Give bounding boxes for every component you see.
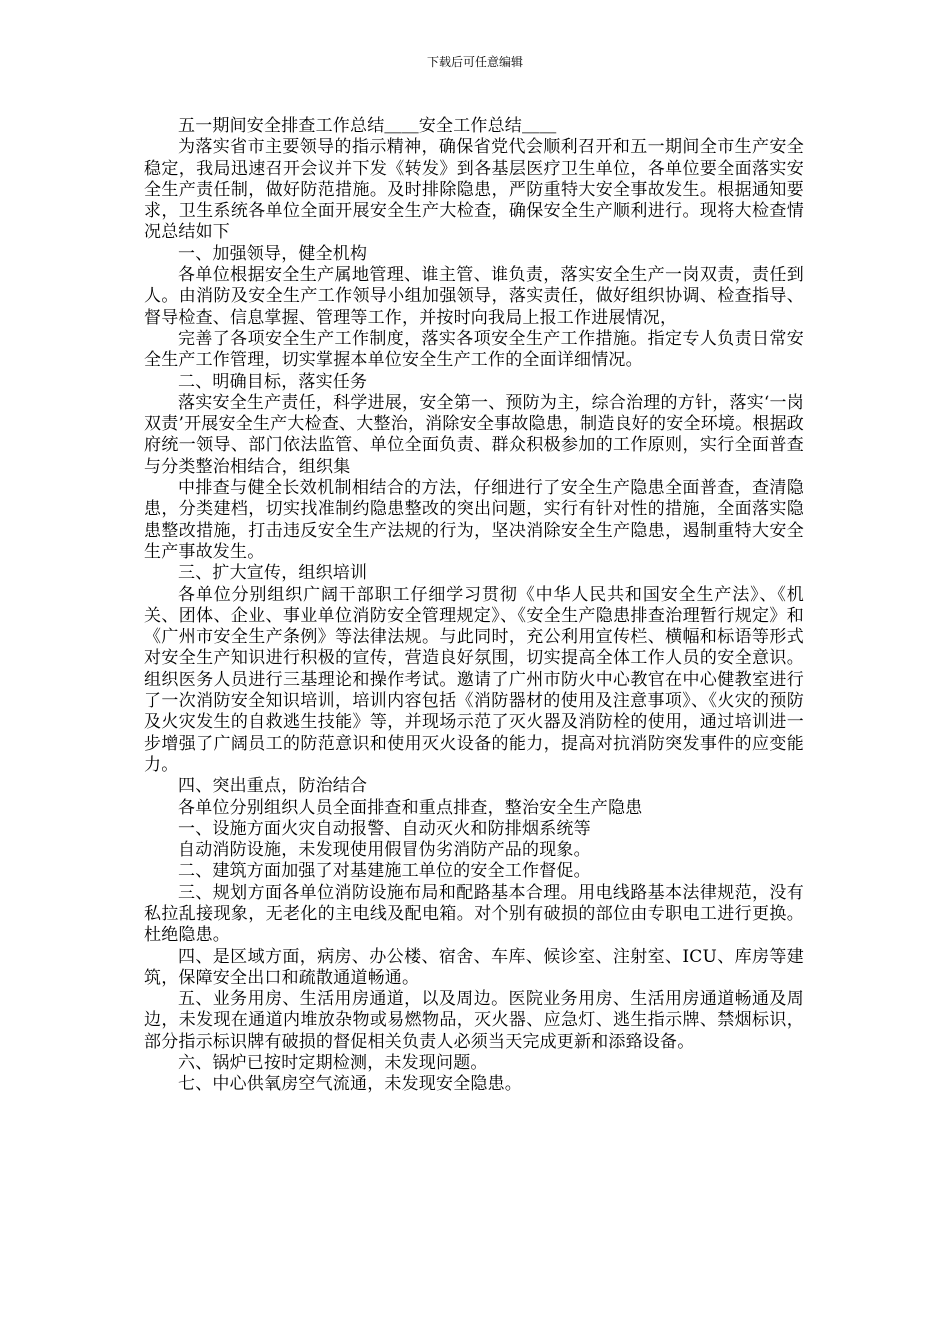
paragraph: 为落实省市主要领导的指示精神，确保省党代会顺利召开和五一期间全市生产安全稳定，我局迅速召开会议并下发《转发》到各基层医疗卫生单位，各单位要全面落实安全生产责任制，做好防范措施。及时排除隐患，严防重特大安全事故发生。根据通知要求，卫生系统各单位全面开展安全生产大检查，确保安全生产顺利进行。现将大检查情况总结如下 <box>144 137 804 243</box>
paragraph: 完善了各项安全生产工作制度，落实各项安全生产工作措施。指定专人负责日常安全生产工作管理，切实掌握本单位安全生产工作的全面详细情况。 <box>144 328 804 371</box>
paragraph: 各单位根据安全生产属地管理、谁主管、谁负责，落实安全生产一岗双责，责任到人。由消防及安全生产工作领导小组加强领导，落实责任，做好组织协调、检查指导、督导检查、信息掌握、管理等工作，并按时向我局上报工作进展情况， <box>144 265 804 328</box>
paragraph: 各单位分别组织广阔干部职工仔细学习贯彻《中华人民共和国安全生产法》、《机关、团体、企业、事业单位消防安全管理规定》、《安全生产隐患排查治理暂行规定》和《广州市安全生产条例》等法律法规。与此同时，充公利用宣传栏、横幅和标语等形式对安全生产知识进行积极的宣传，营造良好氛围，切实提高全体工作人员的安全意识。组织医务人员进行三基理论和操作考试。邀请了广州市防火中心教官在中心健教室进行了一次消防安全知识培训，培训内容包括《消防器材的使用及注意事项》、《火灾的预防及火灾发生的自救逃生技能》等，并现场示范了灭火器及消防栓的使用，通过培训进一步增强了广阔员工的防范意识和使用灭火设备的能力，提高对抗消防突发事件的应变能力。 <box>144 584 804 775</box>
list-item: 七、中心供氧房空气流通，未发现安全隐患。 <box>178 1074 522 1095</box>
section-heading: 二、明确目标，落实任务 <box>178 371 368 392</box>
list-item: 五、业务用房、生活用房通道，以及周边。医院业务用房、生活用房通道畅通及周边，未发现在通道内堆放杂物或易燃物品，灭火器、应急灯、逃生指示牌、禁烟标识，部分指示标识牌有破损的督促相关负责人必须当天完成更新和添臵设备。 <box>144 989 804 1052</box>
document-title: 五一期间安全排查工作总结＿＿安全工作总结＿＿ <box>178 116 557 136</box>
page-header-note: 下载后可任意编辑 <box>426 55 523 69</box>
document-body <box>144 116 804 1096</box>
list-item: 三、规划方面各单位消防设施布局和配路基本合理。用电线路基本法律规范，没有私拉乱接现象，无老化的主电线及配电箱。对个别有破损的部位由专职电工进行更换。杜绝隐患。 <box>144 882 804 946</box>
paragraph: 自动消防设施，未发现使用假冒伪劣消防产品的现象。 <box>178 840 591 861</box>
list-item: 一、设施方面火灾自动报警、自动灭火和防排烟系统等 <box>178 818 591 839</box>
paragraph: 各单位分别组织人员全面排查和重点排查，整治安全生产隐患 <box>178 797 643 818</box>
section-heading: 三、扩大宣传，组织培训 <box>178 563 368 584</box>
list-item: 四、是区域方面，病房、办公楼、宿舍、车库、候诊室、注射室、ICU、库房等建筑，保障安全出口和疏散通道畅通。 <box>144 946 804 988</box>
section-heading: 四、突出重点，防治结合 <box>178 776 368 797</box>
section-heading: 一、加强领导，健全机构 <box>178 243 368 264</box>
paragraph: 中排查与健全长效机制相结合的方法，仔细进行了安全生产隐患全面普查，查清隐患，分类建档，切实找准制约隐患整改的突出问题，实行有针对性的措施，全面落实隐患整改措施，打击违反安全生产法规的行为，坚决消除安全生产隐患，遏制重特大安全生产事故发生。 <box>144 478 804 562</box>
paragraph: 落实安全生产责任，科学进展，安全第一、预防为主，综合治理的方针，落实‘一岗双责’开展安全生产大检查、大整治，消除安全事故隐患，制造良好的安全环境。根据政府统一领导、部门依法监管、单位全面负责、群众积极参加的工作原则，实行全面普查与分类整治相结合，组织集 <box>144 392 804 477</box>
list-item: 二、建筑方面加强了对基建施工单位的安全工作督促。 <box>178 861 591 882</box>
list-item: 六、锅炉已按时定期检测，未发现问题。 <box>178 1053 488 1074</box>
